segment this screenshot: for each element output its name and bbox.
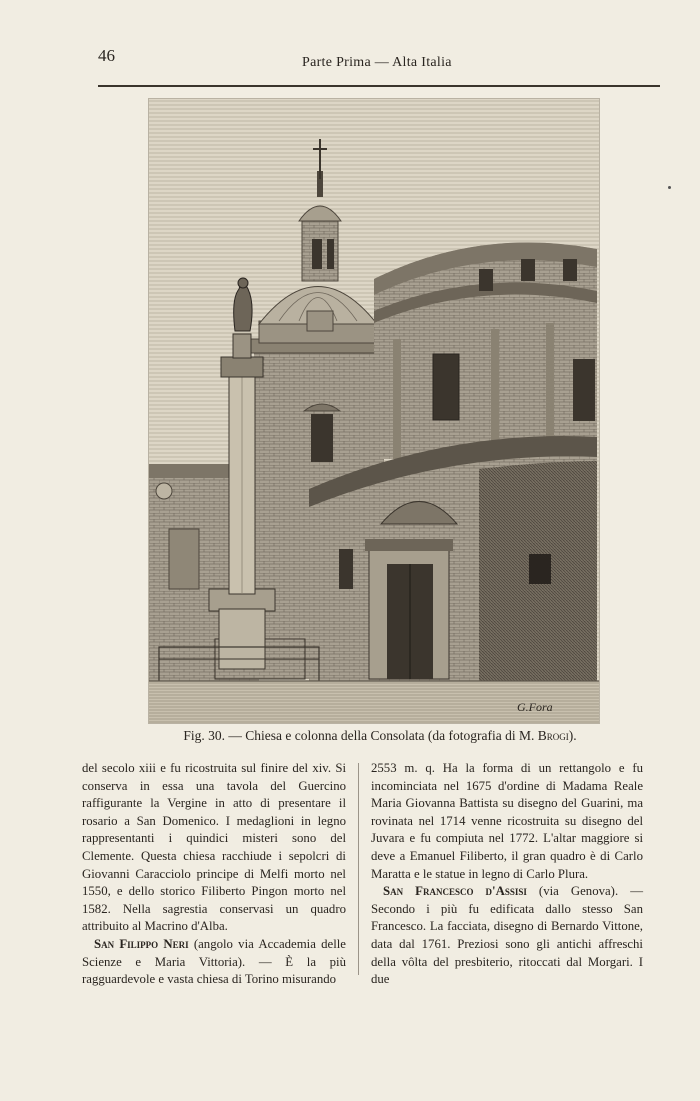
entry-heading-san-francesco: San Francesco d'Assisi xyxy=(383,884,527,899)
margin-speck xyxy=(668,186,671,189)
engraver-signature: G.Fora xyxy=(517,700,553,714)
paragraph-san-filippo xyxy=(82,936,346,989)
page-number: 46 xyxy=(98,46,115,65)
entry-text-san-filippo: (angolo via Accademia delle Scienze e Maria Vittoria). — È la più ragguardevole e vasta chiesa di Torino misurando xyxy=(82,936,346,987)
running-title: Parte Prima — Alta Italia xyxy=(302,55,452,70)
paragraph-consolata: del secolo xiii e fu ricostruita sul finire del xiv. Si conserva in essa una tavola del Guercino raffigurante la Vergine in atto di presentare il rosario a San Domenico. I medaglioni in legno rappresentanti i quindici misteri sono del Clemente. Questa chiesa racchiude i sepolcri di Giovanni Caracciolo principe di Melfi morto nel 1550, e dello storico Filiberto Pingon morto nel 1582. Nella sagrestia conservasi un quadro attribuito al Macrino d'Alba. xyxy=(82,761,346,934)
header-rule xyxy=(98,85,660,87)
entry-heading-san-filippo: San Filippo Neri xyxy=(94,936,189,951)
column-rule xyxy=(358,763,359,975)
caption-text: Fig. 30. — Chiesa e colonna della Consolata (da fotografia di M. xyxy=(183,728,538,743)
church-engraving xyxy=(148,98,600,724)
caption-photographer: Brogi xyxy=(537,728,569,743)
figure-caption xyxy=(160,728,600,744)
left-column xyxy=(82,760,346,989)
entry-text-san-francesco: (via Genova). — Secondo i più fu edificata dallo stesso San Francesco. La facciata, disegno di Bernardo Vittone, data dal 1761. Preziosi sono gli antichi affreschi della vôlta del presbiterio, ritoccati dal Morgari. I due xyxy=(371,884,643,987)
paragraph-san-francesco xyxy=(371,883,643,989)
paragraph-san-filippo-cont: 2553 m. q. Ha la forma di un rettangolo e fu incominciata nel 1675 d'ordine di Madama Reale Maria Giovanna Battista su disegno del Guarini, ma rovinata nel 1714 venne ricostruita su disegno del Juvara e fu compiuta nel 1772. L'altar maggiore si deve a Emanuel Filiberto, il gran quadro è di Carlo Maratta e le statue in legno di Carlo Plura. xyxy=(371,761,643,881)
right-column xyxy=(371,760,643,989)
caption-end: ). xyxy=(568,728,577,743)
